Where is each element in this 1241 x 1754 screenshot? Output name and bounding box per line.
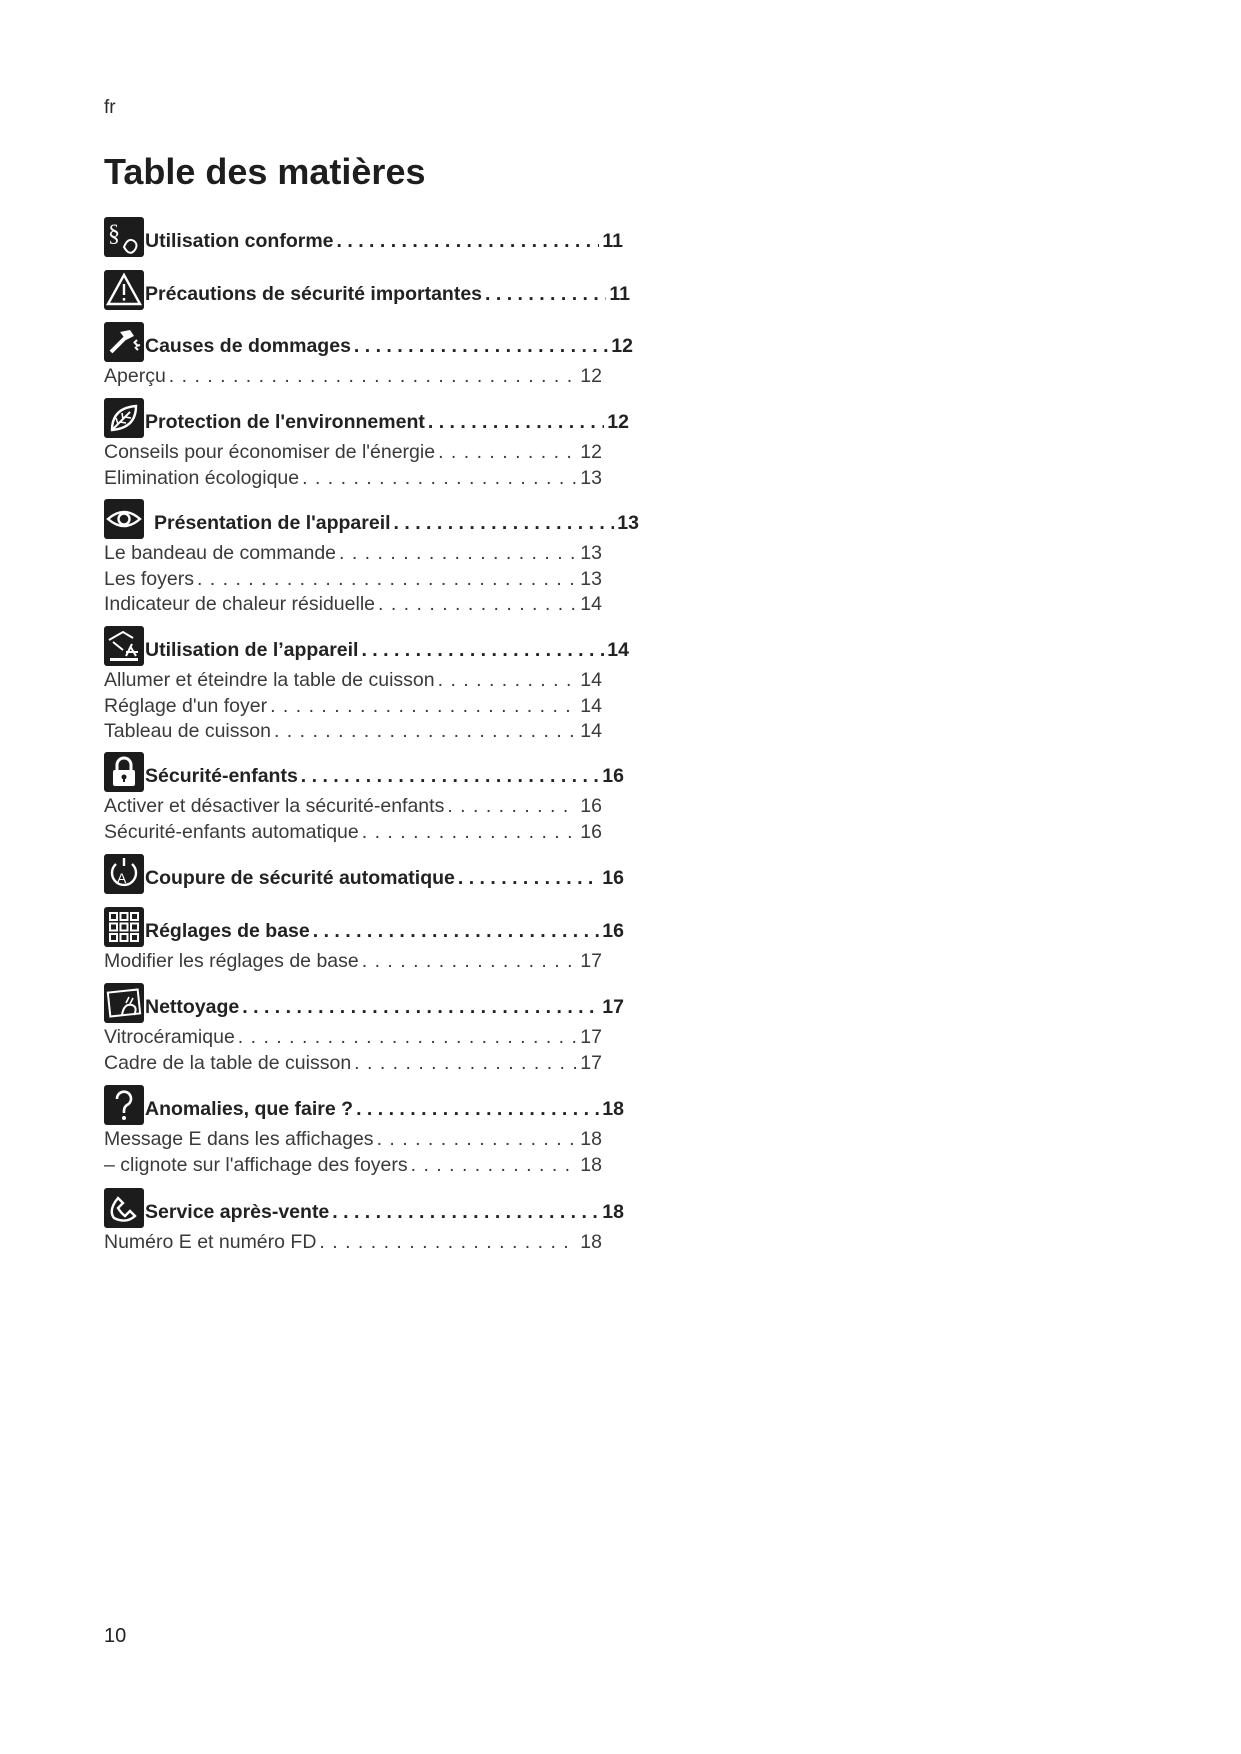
toc-section-heading[interactable] bbox=[104, 1188, 624, 1228]
toc-heading-title: Causes de dommages bbox=[145, 335, 351, 357]
auto-power-icon bbox=[104, 854, 144, 894]
warning-triangle-icon bbox=[104, 270, 144, 310]
toc-entry-page: 14 bbox=[580, 694, 602, 717]
dot-leader bbox=[377, 1128, 578, 1151]
toc-entry-page: 18 bbox=[580, 1231, 602, 1253]
dot-leader bbox=[411, 1154, 578, 1177]
toc-section bbox=[104, 217, 624, 257]
dot-leader bbox=[394, 512, 615, 535]
hand-hob-icon bbox=[104, 626, 144, 666]
toc-entry-page: 13 bbox=[580, 542, 602, 564]
toc-heading-page: 16 bbox=[602, 867, 624, 889]
toc-entry-title: Réglage d'un foyer bbox=[104, 694, 268, 717]
toc-section-heading[interactable] bbox=[104, 983, 624, 1023]
toc-entry[interactable] bbox=[104, 568, 602, 594]
toc-entry-page: 18 bbox=[580, 1128, 602, 1150]
dot-leader bbox=[301, 765, 600, 788]
dot-leader bbox=[428, 411, 604, 434]
toc-entry[interactable] bbox=[104, 365, 602, 391]
dot-leader bbox=[274, 720, 577, 743]
dot-leader bbox=[332, 1201, 599, 1224]
toc-entry[interactable] bbox=[104, 1052, 602, 1078]
padlock-icon bbox=[104, 752, 144, 792]
toc-entry-page: 13 bbox=[580, 466, 602, 489]
paragraph-hand-icon bbox=[104, 217, 144, 257]
grid-icon bbox=[104, 907, 144, 947]
toc-section-heading[interactable] bbox=[104, 398, 629, 438]
toc-entry[interactable] bbox=[104, 669, 602, 695]
dot-leader bbox=[362, 821, 578, 844]
toc-heading-page: 12 bbox=[611, 335, 633, 357]
toc-heading-page: 11 bbox=[609, 283, 630, 305]
toc-section-heading[interactable] bbox=[104, 322, 633, 362]
toc-section bbox=[104, 1188, 624, 1228]
toc-entry[interactable] bbox=[104, 1026, 602, 1052]
toc-entry-title: Tableau de cuisson bbox=[104, 720, 271, 742]
svg-text:§: § bbox=[108, 221, 120, 247]
toc-section bbox=[104, 907, 624, 947]
toc-section bbox=[104, 1085, 624, 1125]
toc-entry-title: Activer et désactiver la sécurité‐enfants bbox=[104, 795, 445, 817]
dot-leader bbox=[378, 593, 577, 616]
toc-entry-page: 17 bbox=[580, 1051, 602, 1074]
toc-heading-title: Coupure de sécurité automatique bbox=[145, 867, 455, 889]
toc-heading-title: Réglages de base bbox=[145, 920, 310, 942]
leaf-icon bbox=[104, 398, 144, 438]
toc-entry-title: ‒ clignote sur l'affichage des foyers bbox=[104, 1153, 408, 1176]
toc-heading-page: 17 bbox=[602, 996, 624, 1018]
toc-entry[interactable] bbox=[104, 542, 602, 568]
toc-heading-title: Précautions de sécurité importantes bbox=[145, 283, 483, 305]
dot-leader bbox=[313, 920, 600, 943]
eye-icon bbox=[104, 499, 144, 539]
toc-entry[interactable] bbox=[104, 1128, 602, 1154]
dot-leader bbox=[361, 639, 604, 662]
dot-leader bbox=[319, 1231, 577, 1254]
toc-section bbox=[104, 854, 624, 894]
page-title: Table des matières bbox=[104, 151, 426, 192]
dot-leader bbox=[485, 283, 606, 306]
toc-entry[interactable] bbox=[104, 441, 602, 467]
toc-entry-page: 12 bbox=[580, 441, 602, 463]
language-code: fr bbox=[104, 97, 116, 118]
toc-entry[interactable] bbox=[104, 467, 602, 493]
toc-section bbox=[104, 983, 624, 1023]
dot-leader bbox=[354, 335, 608, 358]
toc-entry-title: Sécurité‐enfants automatique bbox=[104, 820, 359, 843]
toc-entry-title: Message E dans les affichages bbox=[104, 1128, 374, 1150]
toc-heading-page: 18 bbox=[602, 1201, 624, 1223]
toc-heading-page: 16 bbox=[602, 765, 624, 787]
toc-section bbox=[104, 322, 633, 362]
dot-leader bbox=[438, 441, 577, 464]
dot-leader bbox=[242, 996, 599, 1019]
toc-entry[interactable] bbox=[104, 695, 602, 721]
dot-leader bbox=[302, 467, 577, 490]
toc-entry-page: 17 bbox=[580, 950, 602, 972]
toc-section-heading[interactable] bbox=[104, 854, 624, 894]
dot-leader bbox=[447, 795, 577, 818]
toc-section-heading[interactable] bbox=[104, 217, 624, 257]
toc-heading-title: Utilisation de l’appareil bbox=[145, 639, 359, 661]
toc-section-heading[interactable] bbox=[104, 499, 639, 539]
toc-section-heading[interactable] bbox=[104, 626, 629, 666]
dot-leader bbox=[337, 230, 600, 253]
dot-leader bbox=[197, 568, 577, 591]
toc-entry-title: Cadre de la table de cuisson bbox=[104, 1051, 352, 1074]
toc-heading-page: 18 bbox=[602, 1098, 624, 1120]
dot-leader bbox=[362, 950, 578, 973]
toc-entry-title: Le bandeau de commande bbox=[104, 542, 337, 564]
toc-heading-title: Anomalies, que faire ? bbox=[145, 1098, 354, 1120]
toc-heading-title: Protection de l'environnement bbox=[145, 411, 425, 433]
toc-entry[interactable] bbox=[104, 1231, 602, 1257]
phone-icon bbox=[104, 1188, 144, 1228]
toc-section-heading[interactable] bbox=[104, 270, 630, 310]
toc-entry[interactable] bbox=[104, 950, 602, 976]
dot-leader bbox=[169, 365, 578, 388]
toc-entry-page: 18 bbox=[580, 1153, 602, 1176]
toc-entry-title: Numéro E et numéro FD bbox=[104, 1231, 317, 1253]
dot-leader bbox=[458, 867, 599, 890]
toc-entry-page: 14 bbox=[580, 720, 602, 742]
toc-entry-title: Modifier les réglages de base bbox=[104, 950, 359, 972]
toc-entry-page: 16 bbox=[580, 795, 602, 817]
cleaning-hand-icon bbox=[104, 983, 144, 1023]
dot-leader bbox=[270, 695, 577, 718]
hammer-damage-icon bbox=[104, 322, 144, 362]
toc-entry-title: Allumer et éteindre la table de cuisson bbox=[104, 669, 435, 691]
toc-entry-page: 14 bbox=[580, 593, 602, 615]
svg-text:A: A bbox=[117, 870, 127, 886]
toc-section-heading[interactable] bbox=[104, 907, 624, 947]
toc-section bbox=[104, 626, 629, 666]
toc-section bbox=[104, 398, 629, 438]
page-number: 10 bbox=[104, 1625, 127, 1647]
toc-heading-page: 12 bbox=[607, 411, 629, 433]
toc-entry[interactable] bbox=[104, 821, 602, 847]
toc-heading-page: 11 bbox=[602, 230, 623, 252]
toc-section bbox=[104, 499, 639, 539]
toc-heading-title: Service après-vente bbox=[145, 1201, 330, 1223]
toc-entry-page: 12 bbox=[580, 365, 602, 387]
toc-entry[interactable] bbox=[104, 720, 602, 746]
question-icon bbox=[104, 1085, 144, 1125]
dot-leader bbox=[238, 1026, 578, 1049]
toc-section bbox=[104, 270, 630, 310]
toc-heading-page: 16 bbox=[602, 920, 624, 942]
toc-entry-title: Elimination écologique bbox=[104, 466, 300, 489]
toc-entry[interactable] bbox=[104, 795, 602, 821]
toc-heading-page: 14 bbox=[607, 639, 629, 661]
toc-entry-page: 14 bbox=[580, 669, 602, 691]
toc-section-heading[interactable] bbox=[104, 752, 624, 792]
toc-entry[interactable] bbox=[104, 593, 602, 619]
toc-entry-title: Vitrocéramique bbox=[104, 1026, 235, 1048]
toc-section-heading[interactable] bbox=[104, 1085, 624, 1125]
toc-section bbox=[104, 752, 624, 792]
toc-entry-title: Conseils pour économiser de l'énergie bbox=[104, 441, 436, 463]
toc-heading-title: Utilisation conforme bbox=[145, 230, 334, 252]
toc-entry-title: Les foyers bbox=[104, 567, 194, 590]
toc-entry-page: 16 bbox=[580, 820, 602, 843]
toc-heading-title: Sécurité-enfants bbox=[145, 765, 298, 787]
toc-entry-title: Indicateur de chaleur résiduelle bbox=[104, 593, 376, 615]
toc-heading-title: Présentation de l'appareil bbox=[154, 512, 391, 534]
dot-leader bbox=[354, 1052, 577, 1075]
dot-leader bbox=[339, 542, 577, 565]
dot-leader bbox=[438, 669, 578, 692]
toc-entry[interactable] bbox=[104, 1154, 602, 1180]
toc-entry-page: 13 bbox=[580, 567, 602, 590]
toc-heading-page: 13 bbox=[617, 512, 639, 534]
toc-entry-title: Aperçu bbox=[104, 365, 166, 387]
toc-heading-title: Nettoyage bbox=[145, 996, 240, 1018]
dot-leader bbox=[356, 1098, 599, 1121]
toc-entry-page: 17 bbox=[580, 1026, 602, 1048]
